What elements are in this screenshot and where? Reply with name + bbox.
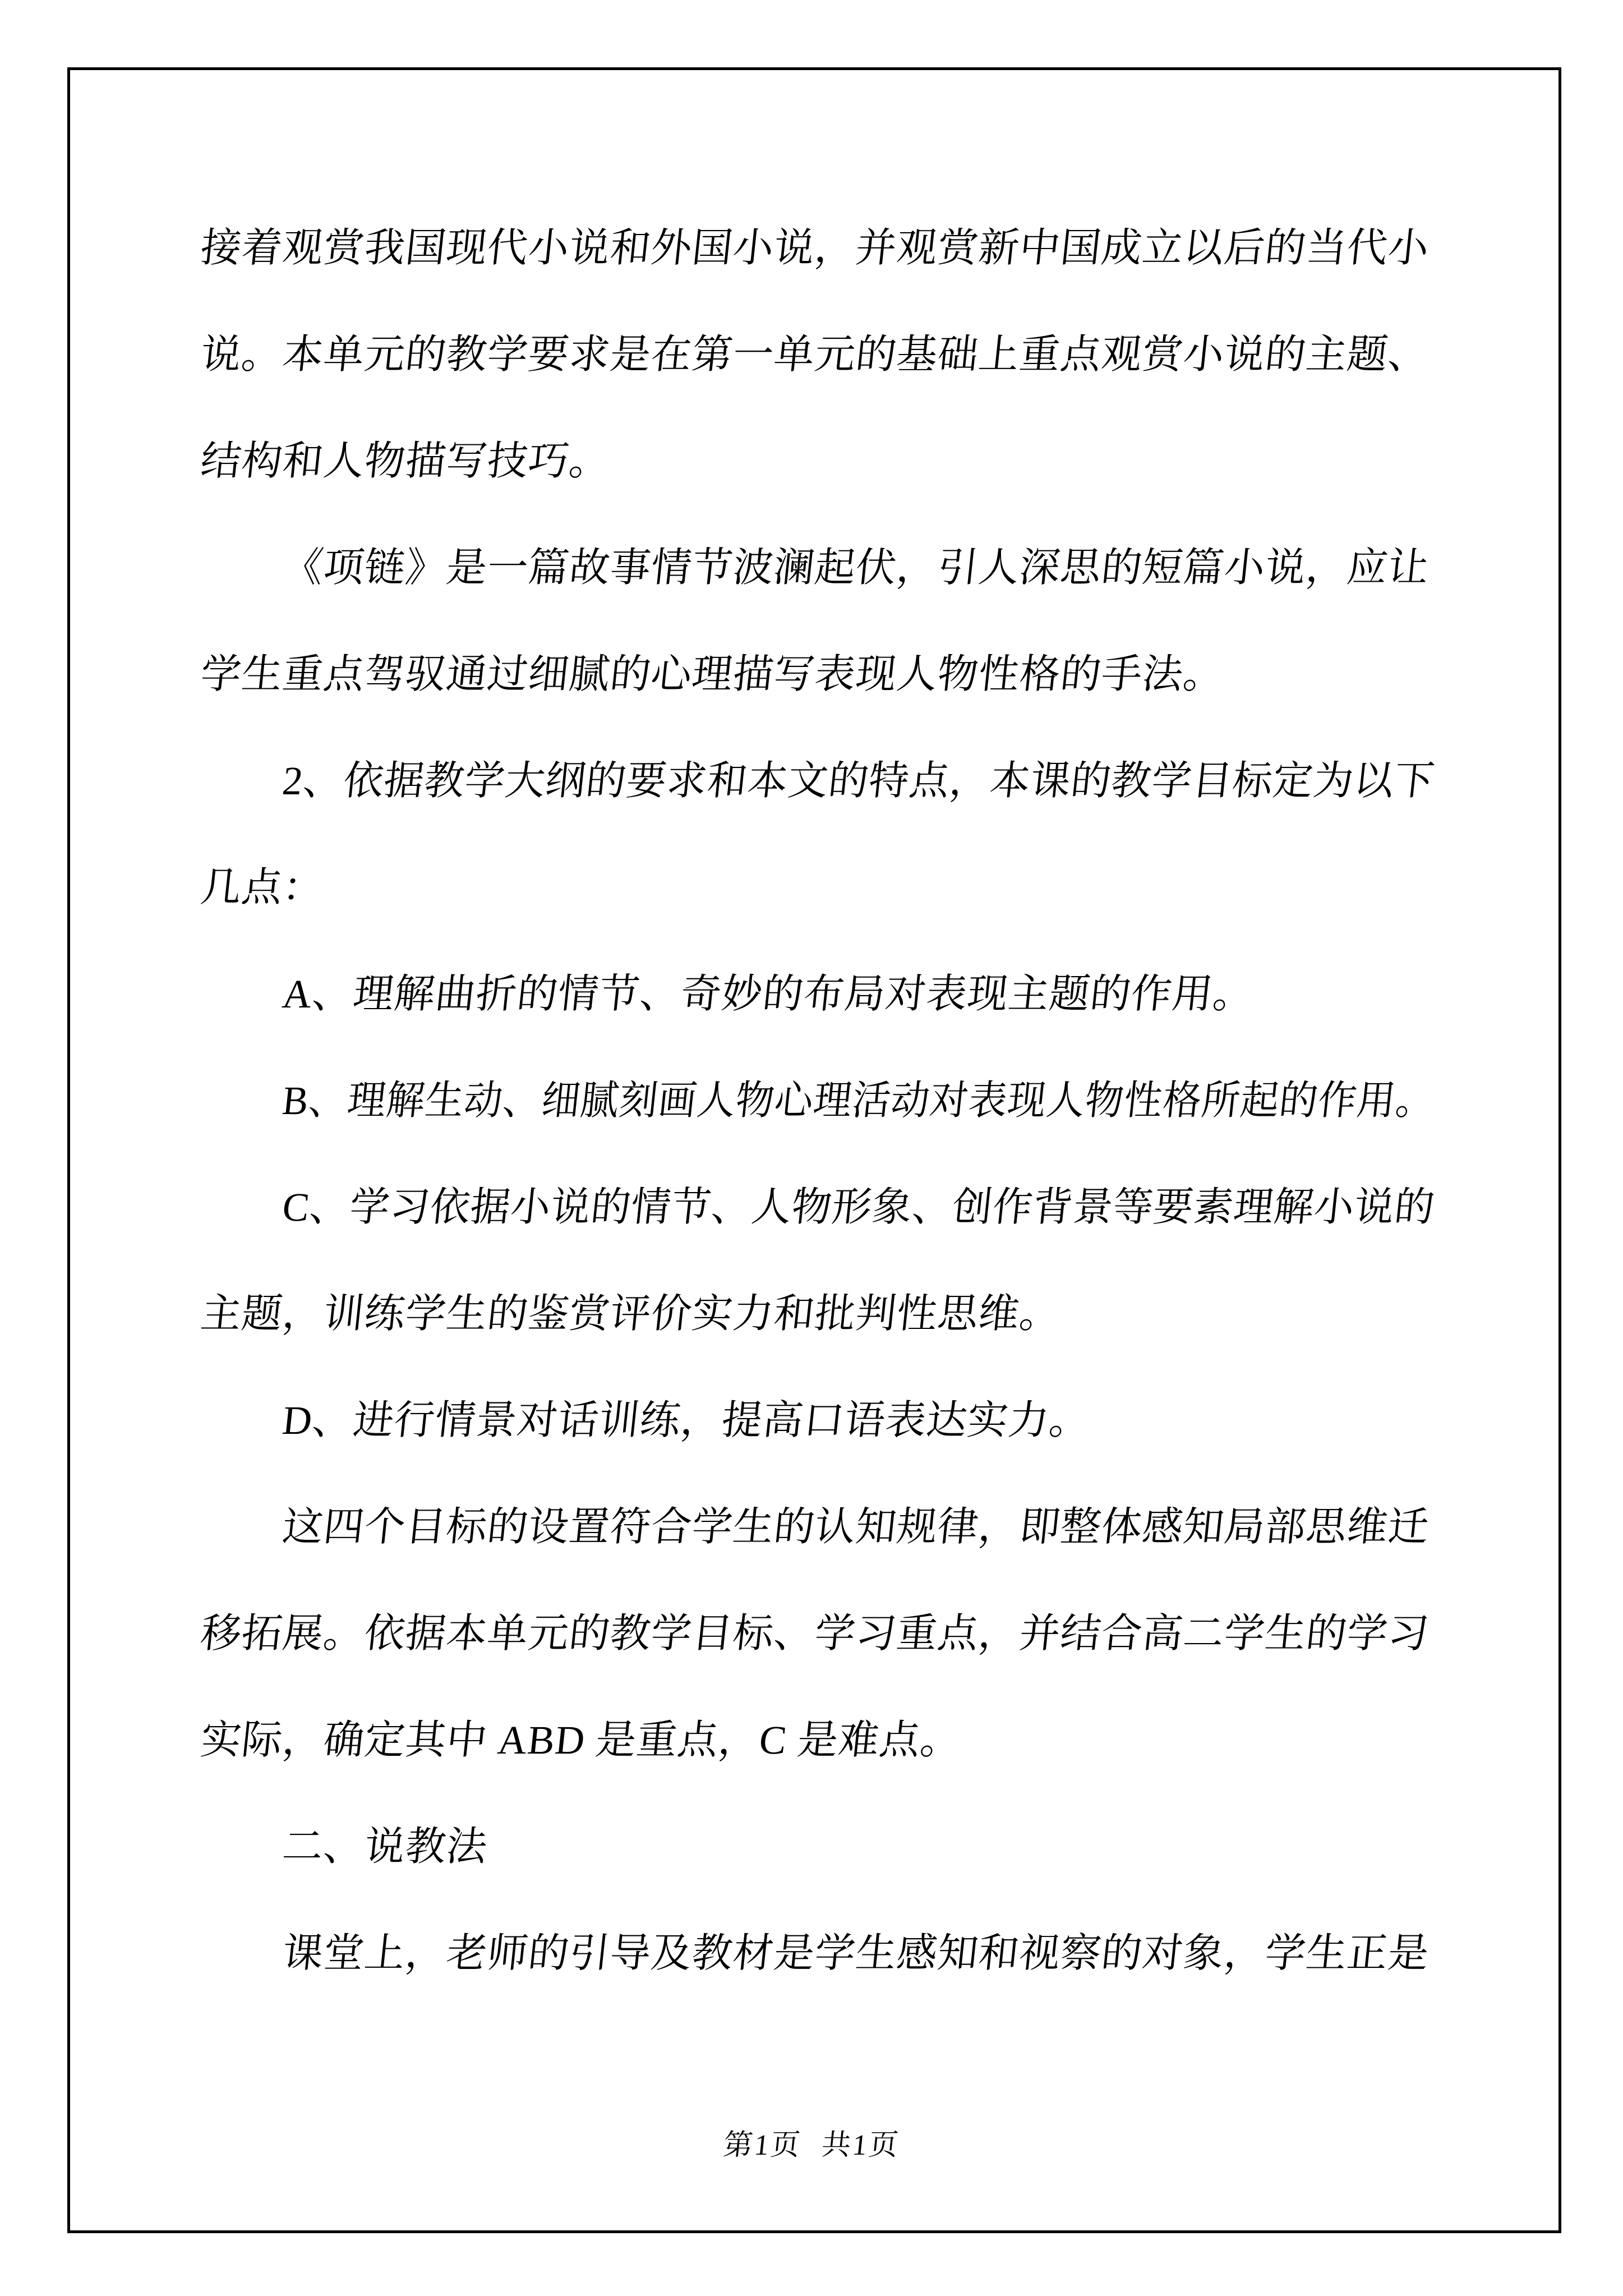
text-line — [195, 834, 1440, 941]
text-line-content: 移拓展。依据本单元的教学目标、学习重点，并结合高二学生的学习 — [198, 1611, 1432, 1656]
page-number-label: 第1页 共1页 — [722, 2129, 902, 2161]
text-line — [195, 408, 1440, 514]
paragraph — [198, 1154, 1437, 1367]
text-line-content: 学生重点驾驭通过细腻的心理描写表现人物性格的手法。 — [198, 652, 1227, 697]
text-line — [195, 1687, 1440, 1793]
text-line-content: 接着观赏我国现代小说和外国小说，并观赏新中国成立以后的当代小 — [198, 226, 1432, 270]
text-line — [195, 195, 1440, 301]
paragraph — [199, 1047, 1437, 1154]
document-body — [198, 195, 1437, 2007]
text-line — [195, 1047, 1440, 1154]
text-line — [195, 621, 1440, 728]
text-line — [195, 728, 1440, 834]
text-line-content: B、理解生动、细腻刻画人物心理活动对表现人物性格所起的作用。 — [280, 1078, 1437, 1123]
paragraph — [199, 514, 1433, 728]
paragraph — [199, 1474, 1433, 1793]
text-line — [195, 941, 1440, 1047]
text-line-content: 2、依据教学大纲的要求和本文的特点，本课的教学目标定为以下 — [280, 758, 1437, 803]
text-line-content: D、进行情景对话训练，提高口语表达实力。 — [280, 1398, 1093, 1443]
paragraph — [199, 195, 1433, 514]
paragraph — [198, 728, 1437, 941]
text-line-content: 主题，训练学生的鉴赏评价实力和批判性思维。 — [198, 1291, 1063, 1336]
text-line — [195, 1580, 1440, 1687]
page-footer — [0, 2126, 1623, 2165]
text-line-content: 实际，确定其中 ABD 是重点，C 是难点。 — [198, 1718, 964, 1763]
paragraph — [199, 1900, 1433, 2007]
text-line — [195, 301, 1440, 408]
text-line-content: 说。本单元的教学要求是在第一单元的基础上重点观赏小说的主题、 — [198, 332, 1432, 377]
text-line — [195, 514, 1440, 621]
text-line-content: 二、说教法 — [280, 1824, 490, 1869]
text-line-content: 课堂上，老师的引导及教材是学生感知和视察的对象，学生正是 — [280, 1931, 1432, 1976]
text-line-content: 结构和人物描写技巧。 — [198, 439, 613, 484]
text-line — [195, 1793, 1440, 1900]
text-line-content: A、理解曲折的情节、奇妙的布局对表现主题的作用。 — [280, 972, 1257, 1016]
paragraph — [199, 1367, 1433, 1474]
text-line-content: 这四个目标的设置符合学生的认知规律，即整体感知局部思维迁 — [280, 1504, 1432, 1549]
paragraph — [199, 941, 1433, 1047]
text-line — [195, 1154, 1440, 1260]
paragraph — [199, 1793, 1433, 1900]
text-line-content: 几点： — [198, 865, 326, 910]
text-line-content: C、学习依据小说的情节、人物形象、创作背景等要素理解小说的 — [280, 1185, 1437, 1230]
text-line — [195, 1260, 1440, 1367]
text-line — [195, 1900, 1440, 2007]
text-line — [195, 1367, 1440, 1474]
text-line — [195, 1474, 1440, 1580]
text-line-content: 《项链》是一篇故事情节波澜起伏，引人深思的短篇小说，应让 — [280, 545, 1432, 590]
